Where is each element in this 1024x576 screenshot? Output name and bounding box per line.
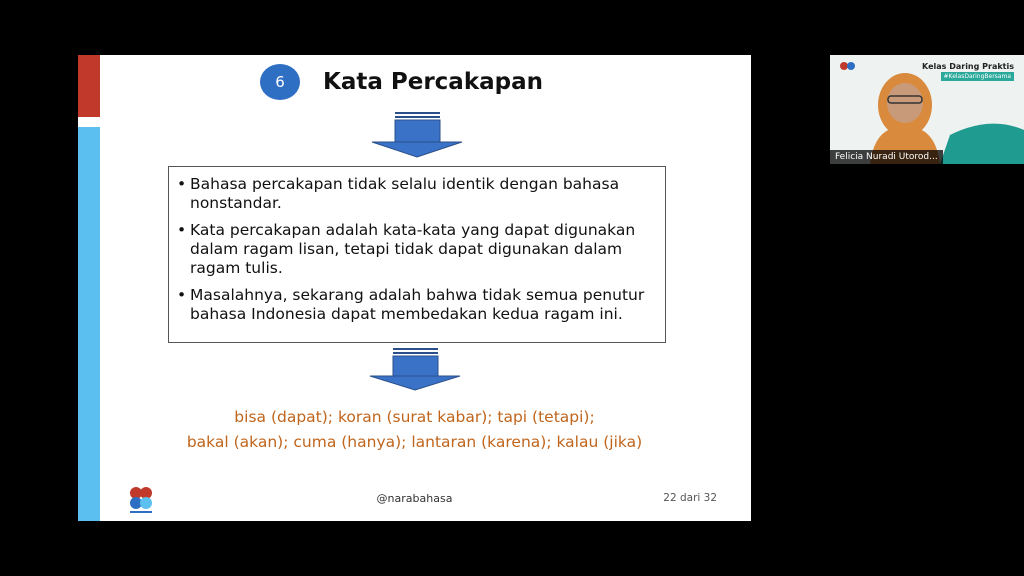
- down-arrow-icon: [370, 112, 464, 158]
- down-arrow-icon: [368, 348, 462, 392]
- side-bar-red: [78, 55, 100, 117]
- definition-box: [168, 166, 666, 343]
- slide-number-badge: 6: [260, 64, 300, 100]
- participant-video-tile[interactable]: [830, 55, 1024, 164]
- presentation-slide: [78, 55, 751, 521]
- side-bar-blue: [78, 127, 100, 521]
- examples-line: bisa (dapat); koran (surat kabar); tapi (tetapi);: [234, 408, 595, 426]
- examples-text: [78, 405, 751, 455]
- bullet-item: • Bahasa percakapan tidak selalu identik dengan bahasa nonstandar.: [169, 175, 659, 213]
- slide-title: Kata Percakapan: [323, 69, 543, 95]
- video-header-subtitle: #KelasDaringBersama: [941, 72, 1014, 81]
- bullet-item: • Kata percakapan adalah kata-kata yang dapat digunakan dalam ragam lisan, tetapi tidak dapat digunakan dalam ragam tulis.: [169, 221, 659, 278]
- footer-handle: @narabahasa: [376, 492, 453, 505]
- examples-line: bakal (akan); cuma (hanya); lantaran (karena); kalau (jika): [186, 433, 643, 451]
- bullet-item: • Masalahnya, sekarang adalah bahwa tidak semua penutur bahasa Indonesia dapat membedakan kedua ragam ini.: [169, 286, 659, 324]
- video-header-title: Kelas Daring Praktis: [922, 62, 1014, 71]
- page-counter: 22 dari 32: [663, 492, 717, 504]
- participant-name-label: Felicia Nuradi Utorod...: [830, 150, 943, 164]
